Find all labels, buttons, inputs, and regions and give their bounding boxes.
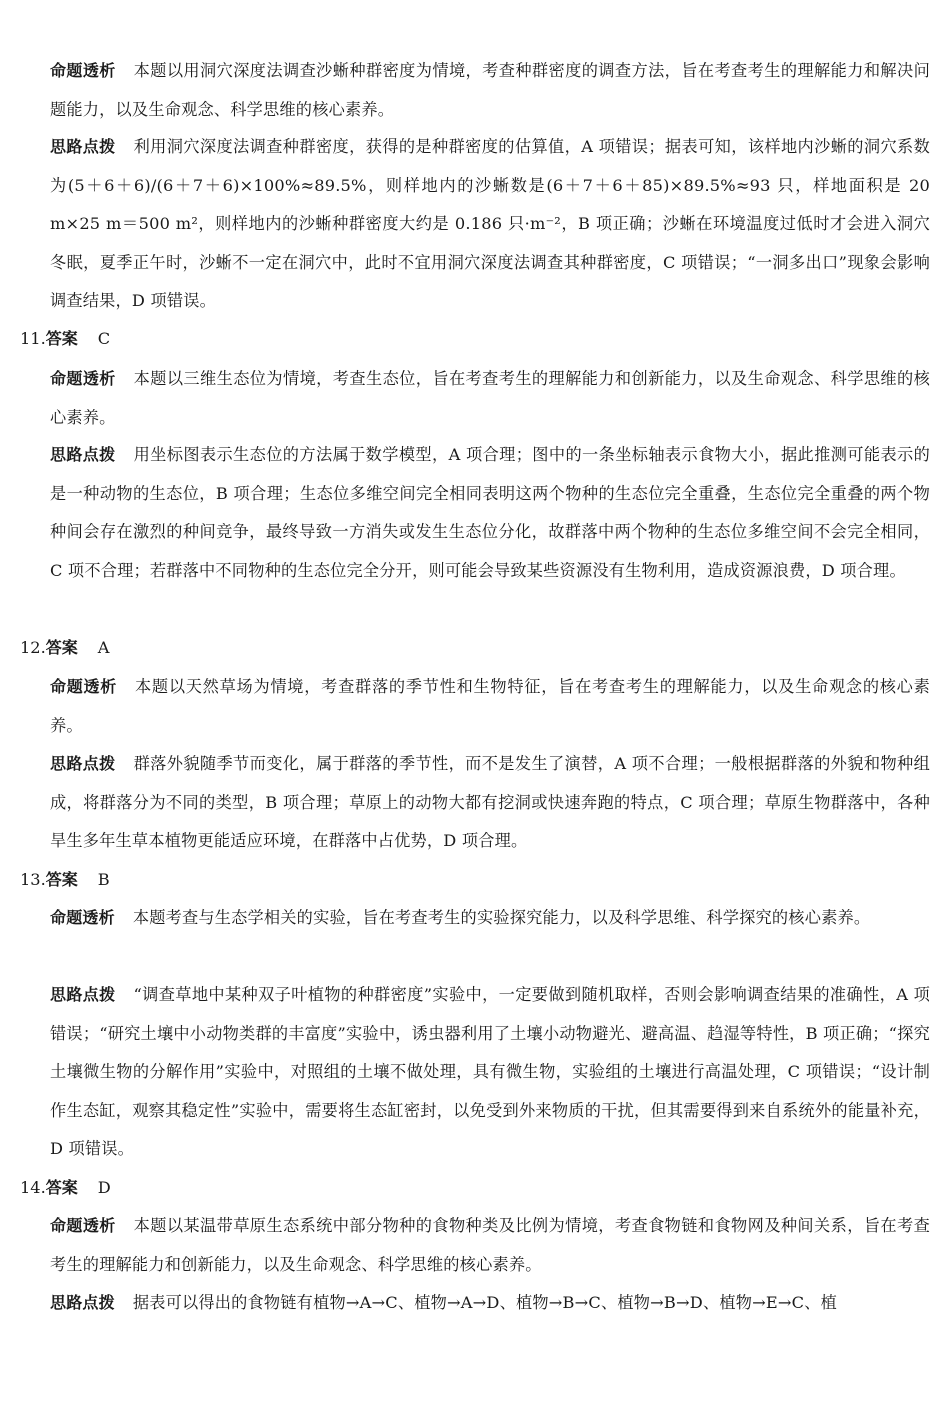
q13-answer-value: B bbox=[97, 870, 110, 889]
q14-answer-label: 答案 bbox=[45, 1178, 78, 1197]
q14-silu-paragraph bbox=[50, 1284, 930, 1323]
q10-mingti-label: 命题透析 bbox=[50, 61, 116, 80]
q12-answer-line bbox=[20, 629, 320, 667]
q10-mingti-paragraph bbox=[50, 52, 930, 129]
q14-mingti-label: 命题透析 bbox=[50, 1216, 116, 1235]
q13-mingti-label: 命题透析 bbox=[50, 908, 115, 927]
q14-number: 14. bbox=[20, 1178, 46, 1197]
q14-answer-line bbox=[20, 1169, 320, 1207]
q12-mingti-label: 命题透析 bbox=[50, 677, 117, 696]
q10-silu-text: 利用洞穴深度法调查种群密度，获得的是种群密度的估算值，A 项错误；据表可知，该样地内沙蜥的洞穴系数为(5＋6＋6)/(6＋7＋6)×100%≈89.5%，则样地内的沙蜥数是(6＋7＋6＋85)×89.5%≈93 只，样地面积是 20 m×25 m＝500 m²，则样地内的沙蜥种群密度大约是 0.186 只·m⁻²，B 项正确；沙蜥在环境温度过低时才会进入洞穴冬眠，夏季正午时，沙蜥不一定在洞穴中，此时不宜用洞穴深度法调查其种群密度，C 项错误；“一洞多出口”现象会影响调查结果，D 项错误。 bbox=[50, 137, 930, 310]
q11-mingti-text: 本题以三维生态位为情境，考查生态位，旨在考查考生的理解能力和创新能力，以及生命观念、科学思维的核心素养。 bbox=[50, 369, 930, 427]
q12-answer-value: A bbox=[97, 638, 110, 657]
q10-silu-label: 思路点拨 bbox=[50, 137, 116, 156]
q11-answer-line bbox=[20, 320, 320, 358]
q12-number: 12. bbox=[20, 638, 46, 657]
q11-silu-text: 用坐标图表示生态位的方法属于数学模型，A 项合理；图中的一条坐标轴表示食物大小，据此推测可能表示的是一种动物的生态位，B 项合理；生态位多维空间完全相同表明这两个物种的生态位完全重叠，生态位完全重叠的两个物种间会存在激烈的种间竞争，最终导致一方消失或发生生态位分化，故群落中两个物种的生态位多维空间不会完全相同，C 项不合理；若群落中不同物种的生态位完全分开，则可能会导致某些资源没有生物利用，造成资源浪费，D 项合理。 bbox=[50, 445, 930, 580]
q14-answer-value: D bbox=[97, 1178, 111, 1197]
q13-answer-label: 答案 bbox=[45, 870, 78, 889]
q10-silu-paragraph bbox=[50, 128, 930, 321]
q13-mingti-text: 本题考查与生态学相关的实验，旨在考查考生的实验探究能力，以及科学思维、科学探究的核心素养。 bbox=[132, 908, 871, 927]
q12-silu-text: 群落外貌随季节而变化，属于群落的季节性，而不是发生了演替，A 项不合理；一般根据群落的外貌和物种组成，将群落分为不同的类型，B 项合理；草原上的动物大都有挖洞或快速奔跑的特点，C 项合理；草原生物群落中，各种旱生多年生草本植物更能适应环境，在群落中占优势，D 项合理。 bbox=[50, 754, 930, 850]
q10-mingti-text: 本题以用洞穴深度法调查沙蜥种群密度为情境，考查种群密度的调查方法，旨在考查考生的理解能力和解决问题能力，以及生命观念、科学思维的核心素养。 bbox=[50, 61, 930, 119]
q14-mingti-paragraph bbox=[50, 1207, 930, 1284]
q14-silu-label: 思路点拨 bbox=[50, 1293, 115, 1312]
q12-silu-paragraph bbox=[50, 745, 930, 861]
q13-mingti-paragraph bbox=[50, 899, 930, 938]
q13-silu-label: 思路点拨 bbox=[50, 985, 116, 1004]
q11-mingti-label: 命题透析 bbox=[50, 369, 116, 388]
q13-number: 13. bbox=[20, 870, 46, 889]
q14-silu-text: 据表可以得出的食物链有植物→A→C、植物→A→D、植物→B→C、植物→B→D、植物→E→C、植 bbox=[132, 1293, 838, 1312]
q11-silu-label: 思路点拨 bbox=[50, 445, 116, 464]
q11-number: 11. bbox=[20, 329, 46, 348]
q13-answer-line bbox=[20, 861, 320, 899]
q11-mingti-paragraph bbox=[50, 360, 930, 437]
q12-mingti-paragraph bbox=[50, 668, 930, 745]
q12-silu-label: 思路点拨 bbox=[50, 754, 116, 773]
q13-silu-paragraph bbox=[50, 976, 930, 1169]
q13-silu-text: “调查草地中某种双子叶植物的种群密度”实验中，一定要做到随机取样，否则会影响调查结果的准确性，A 项错误；“研究土壤中小动物类群的丰富度”实验中，诱虫器利用了土壤小动物避光、避高温、趋湿等特性，B 项正确；“探究土壤微生物的分解作用”实验中，对照组的土壤不做处理，具有微生物，实验组的土壤进行高温处理，C 项错误；“设计制作生态缸，观察其稳定性”实验中，需要将生态缸密封，以免受到外来物质的干扰，但其需要得到来自系统外的能量补充，D 项错误。 bbox=[50, 985, 930, 1158]
q12-answer-label: 答案 bbox=[45, 638, 78, 657]
q11-answer-label: 答案 bbox=[45, 329, 78, 348]
q11-answer-value: C bbox=[97, 329, 111, 348]
q11-silu-paragraph bbox=[50, 436, 930, 590]
q12-mingti-text: 本题以天然草场为情境，考查群落的季节性和生物特征，旨在考查考生的理解能力，以及生命观念的核心素养。 bbox=[50, 677, 930, 735]
q14-mingti-text: 本题以某温带草原生态系统中部分物种的食物种类及比例为情境，考查食物链和食物网及种间关系，旨在考查考生的理解能力和创新能力，以及生命观念、科学思维的核心素养。 bbox=[50, 1216, 930, 1274]
